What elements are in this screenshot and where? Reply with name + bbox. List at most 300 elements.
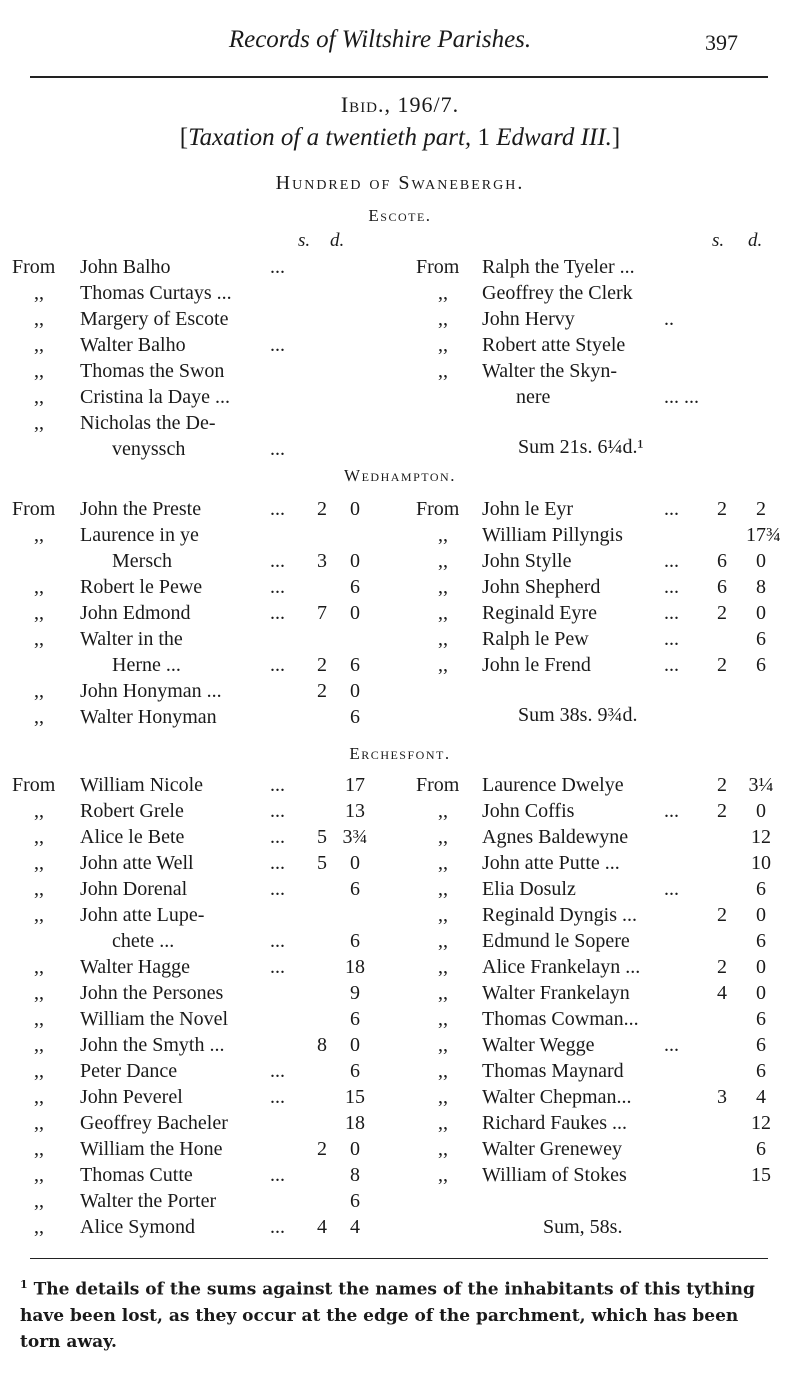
entry-name: Walter Wegge — [482, 1034, 595, 1056]
entry-shillings: 3 — [317, 550, 327, 572]
entry-pence: 15 — [751, 1164, 771, 1186]
entry-name: John Edmond — [80, 602, 191, 624]
entry-name: venyssch — [112, 438, 186, 460]
entry-row — [12, 600, 412, 626]
entry-row — [12, 306, 412, 332]
entry-row — [416, 1058, 796, 1084]
entry-row — [12, 928, 412, 954]
entry-pence: 6 — [756, 930, 766, 952]
entry-lead: ,, — [34, 1164, 44, 1186]
entry-name: Laurence in ye — [80, 524, 199, 546]
entry-pence: 4 — [756, 1086, 766, 1108]
entry-name: John le Frend — [482, 654, 591, 676]
entry-leader-dots: ... — [664, 602, 679, 624]
entry-pence: 2 — [756, 498, 766, 520]
entry-row — [416, 850, 796, 876]
entry-name: Alice le Bete — [80, 826, 185, 848]
entry-lead: ,, — [34, 1060, 44, 1082]
entry-leader-dots: ... — [664, 498, 679, 520]
entry-row — [416, 772, 796, 798]
entry-pence: 0 — [350, 852, 360, 874]
entry-name: Walter Chepman... — [482, 1086, 632, 1108]
entry-row — [416, 980, 796, 1006]
entry-pence: 3¼ — [748, 774, 774, 796]
entry-row — [416, 824, 796, 850]
taxation-heading — [0, 124, 800, 152]
taxation-description: Taxation of a twentieth part, — [188, 124, 472, 151]
entry-name: John atte Lupe- — [80, 904, 205, 926]
entry-lead: ,, — [438, 982, 448, 1004]
entry-pence: 0 — [350, 550, 360, 572]
entry-name: nere — [516, 386, 551, 408]
entry-leader-dots: ... — [270, 852, 285, 874]
entry-lead: ,, — [438, 360, 448, 382]
entry-row — [12, 574, 412, 600]
entry-pence: 6 — [756, 878, 766, 900]
entry-leader-dots: ... — [270, 1164, 285, 1186]
entry-lead: ,, — [438, 904, 448, 926]
entry-row — [416, 358, 796, 384]
entry-pence: 6 — [350, 930, 360, 952]
entry-name: William of Stokes — [482, 1164, 627, 1186]
entry-lead: ,, — [34, 680, 44, 702]
entry-name: Geoffrey Bacheler — [80, 1112, 228, 1134]
entry-lead: ,, — [34, 1034, 44, 1056]
entry-pence: 17 — [345, 774, 365, 796]
entry-lead: ,, — [438, 1086, 448, 1108]
entry-row — [416, 626, 796, 652]
entry-name: Thomas the Swon — [80, 360, 225, 382]
entry-row — [416, 954, 796, 980]
entry-row — [416, 1084, 796, 1110]
entry-name: Walter the Skyn- — [482, 360, 618, 382]
entry-name: William the Novel — [80, 1008, 229, 1030]
entry-pence: 0 — [350, 1034, 360, 1056]
entry-name: chete ... — [112, 930, 175, 952]
entry-name: Thomas Curtays ... — [80, 282, 232, 304]
entry-row — [12, 522, 412, 548]
entry-row — [12, 1188, 412, 1214]
entry-lead: ,, — [438, 956, 448, 978]
entry-leader-dots: ... — [270, 1086, 285, 1108]
entry-row — [416, 1162, 796, 1188]
entry-row — [416, 280, 796, 306]
entry-name: Walter Balho — [80, 334, 186, 356]
entry-pence: 18 — [345, 956, 365, 978]
bracket-close: ] — [611, 124, 621, 151]
entry-row — [12, 280, 412, 306]
entry-name: John Coffis — [482, 800, 575, 822]
entry-pence: 6 — [350, 878, 360, 900]
entry-lead: From — [12, 498, 56, 520]
entry-pence: 6 — [350, 654, 360, 676]
entry-row — [12, 824, 412, 850]
entry-leader-dots: ... — [270, 576, 285, 598]
entry-lead: ,, — [438, 524, 448, 546]
entry-shillings: 2 — [717, 774, 727, 796]
entry-row — [12, 1110, 412, 1136]
entry-row — [416, 306, 796, 332]
entry-lead: ,, — [438, 826, 448, 848]
entry-lead: ,, — [438, 1034, 448, 1056]
entry-name: William the Hone — [80, 1138, 223, 1160]
entry-lead: ,, — [34, 982, 44, 1004]
entry-row — [12, 496, 412, 522]
entry-lead: ,, — [438, 1164, 448, 1186]
entry-lead: ,, — [438, 930, 448, 952]
entry-pence: 0 — [350, 602, 360, 624]
entry-row — [12, 548, 412, 574]
entry-row — [12, 1006, 412, 1032]
ibid-reference: Ibid., 196/7. — [340, 92, 460, 117]
entry-name: Cristina la Daye ... — [80, 386, 230, 408]
page-number: 397 — [705, 30, 738, 55]
entry-name: Laurence Dwelye — [482, 774, 624, 796]
entry-row — [12, 652, 412, 678]
entry-shillings: 4 — [717, 982, 727, 1004]
entry-row — [12, 902, 412, 928]
entry-pence: 9 — [350, 982, 360, 1004]
entry-leader-dots: ... — [664, 1034, 679, 1056]
entry-leader-dots: ... — [270, 438, 285, 460]
entry-shillings: 2 — [717, 956, 727, 978]
entry-name: John the Smyth ... — [80, 1034, 225, 1056]
entry-pence: 0 — [756, 956, 766, 978]
entry-leader-dots: ... — [270, 826, 285, 848]
entry-leader-dots: ... — [270, 956, 285, 978]
entry-lead: ,, — [438, 878, 448, 900]
footnote-rule — [30, 1258, 768, 1259]
entry-leader-dots: ... — [270, 602, 285, 624]
entry-pence: 3¾ — [342, 826, 368, 848]
entry-lead: From — [12, 256, 56, 278]
entry-row — [12, 876, 412, 902]
entry-lead: ,, — [438, 800, 448, 822]
entry-row — [416, 522, 796, 548]
entry-name: Geoffrey the Clerk — [482, 282, 633, 304]
king-name: Edward III. — [496, 124, 612, 151]
entry-name: Elia Dosulz — [482, 878, 576, 900]
pence-label-left: d. — [330, 230, 345, 251]
entry-lead: ,, — [34, 524, 44, 546]
entry-lead: ,, — [34, 800, 44, 822]
entry-name: Mersch — [112, 550, 172, 572]
entry-row — [12, 332, 412, 358]
entry-lead: ,, — [34, 1138, 44, 1160]
entry-row — [12, 798, 412, 824]
entry-name: Robert le Pewe — [80, 576, 203, 598]
entry-name: William Pillyngis — [482, 524, 623, 546]
entry-lead: ,, — [34, 282, 44, 304]
entry-leader-dots: ... — [270, 878, 285, 900]
section-heading-erchesfont: Erchesfont. — [349, 744, 451, 763]
entry-row — [416, 1136, 796, 1162]
entry-leader-dots: ... — [270, 930, 285, 952]
entry-name: Walter in the — [80, 628, 183, 650]
entry-row — [12, 1136, 412, 1162]
shillings-label-right: s. — [712, 230, 725, 251]
entry-pence: 8 — [350, 1164, 360, 1186]
entry-lead: ,, — [34, 706, 44, 728]
entry-pence: 12 — [751, 826, 771, 848]
hundred-heading: Hundred of Swanebergh. — [275, 172, 525, 194]
entry-pence: 0 — [756, 550, 766, 572]
entry-lead: ,, — [34, 1216, 44, 1238]
entry-row — [416, 332, 796, 358]
entry-name: Ralph le Pew — [482, 628, 589, 650]
entry-pence: 6 — [350, 1190, 360, 1212]
entry-lead: ,, — [34, 360, 44, 382]
entry-shillings: 8 — [317, 1034, 327, 1056]
entry-row — [12, 772, 412, 798]
entry-row — [416, 902, 796, 928]
entry-name: Walter Hagge — [80, 956, 190, 978]
entry-shillings: 5 — [317, 852, 327, 874]
header-rule — [30, 76, 768, 78]
entry-lead: From — [12, 774, 56, 796]
entry-name: Margery of Escote — [80, 308, 229, 330]
entry-shillings: 6 — [717, 550, 727, 572]
entry-shillings: 2 — [317, 498, 327, 520]
sum-erchesfont: Sum, 58s. — [543, 1216, 623, 1238]
entry-pence: 15 — [345, 1086, 365, 1108]
entry-pence: 0 — [756, 800, 766, 822]
entry-name: Peter Dance — [80, 1060, 178, 1082]
sum-wedhampton: Sum 38s. 9¾d. — [518, 704, 638, 726]
entry-pence: 17¾ — [746, 524, 781, 546]
entry-pence: 0 — [350, 680, 360, 702]
entry-name: Edmund le Sopere — [482, 930, 630, 952]
entry-pence: 6 — [756, 654, 766, 676]
entry-lead: ,, — [34, 628, 44, 650]
entry-row — [416, 600, 796, 626]
entry-pence: 4 — [350, 1216, 360, 1238]
entry-pence: 6 — [350, 576, 360, 598]
entry-name: John Peverel — [80, 1086, 183, 1108]
entry-name: Herne ... — [112, 654, 181, 676]
entry-row — [416, 1110, 796, 1136]
entry-row — [416, 254, 796, 280]
entry-name: Robert Grele — [80, 800, 184, 822]
entry-lead: ,, — [34, 334, 44, 356]
entry-row — [416, 798, 796, 824]
entry-row — [416, 876, 796, 902]
entry-pence: 6 — [350, 706, 360, 728]
entry-row — [12, 678, 412, 704]
entry-row — [12, 980, 412, 1006]
footnote — [20, 1272, 770, 1355]
entry-lead: ,, — [438, 1008, 448, 1030]
entry-name: John atte Well — [80, 852, 194, 874]
entry-leader-dots: ... ... — [664, 386, 699, 408]
entry-name: John le Eyr — [482, 498, 574, 520]
entry-lead: ,, — [438, 628, 448, 650]
entry-lead: ,, — [438, 654, 448, 676]
entry-row — [12, 1032, 412, 1058]
entry-leader-dots: ... — [270, 1216, 285, 1238]
entry-leader-dots: ... — [270, 550, 285, 572]
entry-name: John the Preste — [80, 498, 202, 520]
entry-name: John Stylle — [482, 550, 572, 572]
entry-leader-dots: ... — [664, 628, 679, 650]
entry-leader-dots: ... — [270, 1060, 285, 1082]
entry-lead: ,, — [34, 412, 44, 434]
entry-pence: 8 — [756, 576, 766, 598]
entry-leader-dots: ... — [664, 550, 679, 572]
entry-lead: ,, — [438, 602, 448, 624]
entry-shillings: 3 — [717, 1086, 727, 1108]
entry-name: Agnes Baldewyne — [482, 826, 629, 848]
entry-name: John Balho — [80, 256, 171, 278]
entry-name: Walter Grenewey — [482, 1138, 622, 1160]
entry-leader-dots: .. — [664, 308, 674, 330]
entry-pence: 0 — [350, 498, 360, 520]
entry-shillings: 7 — [317, 602, 327, 624]
entry-row — [416, 1006, 796, 1032]
entry-row — [416, 928, 796, 954]
entry-name: Reginald Dyngis ... — [482, 904, 637, 926]
entry-name: Walter the Porter — [80, 1190, 217, 1212]
entry-name: Richard Faukes ... — [482, 1112, 627, 1134]
entry-leader-dots: ... — [270, 800, 285, 822]
entry-shillings: 2 — [717, 800, 727, 822]
entry-leader-dots: ... — [270, 774, 285, 796]
running-title: Records of Wiltshire Parishes. — [228, 26, 532, 53]
entry-lead: ,, — [438, 1138, 448, 1160]
entry-row — [416, 652, 796, 678]
entry-row — [12, 1084, 412, 1110]
entry-lead: ,, — [34, 576, 44, 598]
entry-row — [12, 704, 412, 730]
entry-row — [12, 436, 412, 462]
sum-escote: Sum 21s. 6¼d.¹ — [518, 436, 644, 458]
entry-name: Thomas Cutte — [80, 1164, 193, 1186]
entry-leader-dots: ... — [664, 800, 679, 822]
entry-leader-dots: ... — [270, 334, 285, 356]
entry-lead: From — [416, 256, 460, 278]
entry-lead: ,, — [34, 1190, 44, 1212]
entry-row — [12, 1162, 412, 1188]
entry-shillings: 2 — [717, 654, 727, 676]
entry-name: John Dorenal — [80, 878, 188, 900]
pence-label-right: d. — [748, 230, 763, 251]
section-heading-escote: Escote. — [368, 206, 432, 225]
entry-row — [416, 574, 796, 600]
entry-name: Reginald Eyre — [482, 602, 597, 624]
entry-name: John atte Putte ... — [482, 852, 620, 874]
entry-leader-dots: ... — [270, 256, 285, 278]
entry-pence: 6 — [350, 1008, 360, 1030]
footnote-text: The details of the sums against the names of the inhabitants of this tything have been lost, as they occur at the edge of the parchment, which has been torn away. — [20, 1279, 755, 1352]
entry-lead: ,, — [438, 576, 448, 598]
entry-lead: ,, — [34, 1086, 44, 1108]
entry-shillings: 2 — [717, 904, 727, 926]
entry-row — [416, 548, 796, 574]
entry-name: Robert atte Styele — [482, 334, 626, 356]
entry-pence: 6 — [756, 1034, 766, 1056]
regnal-year: 1 — [477, 124, 490, 151]
entry-lead: ,, — [34, 826, 44, 848]
entry-lead: From — [416, 774, 460, 796]
entry-shillings: 2 — [717, 602, 727, 624]
entry-row — [12, 626, 412, 652]
entry-lead: ,, — [438, 282, 448, 304]
entry-lead: ,, — [34, 308, 44, 330]
entry-pence: 13 — [345, 800, 365, 822]
entry-lead: ,, — [34, 1008, 44, 1030]
entry-name: Alice Symond — [80, 1216, 195, 1238]
entry-lead: ,, — [34, 1112, 44, 1134]
entry-row — [12, 384, 412, 410]
entry-lead: ,, — [34, 956, 44, 978]
entry-shillings: 4 — [317, 1216, 327, 1238]
entry-leader-dots: ... — [270, 498, 285, 520]
entry-pence: 10 — [751, 852, 771, 874]
entry-name: Alice Frankelayn ... — [482, 956, 641, 978]
entry-name: William Nicole — [80, 774, 204, 796]
entry-row — [12, 954, 412, 980]
entry-row — [416, 496, 796, 522]
entry-name: Thomas Cowman... — [482, 1008, 639, 1030]
entry-name: John the Persones — [80, 982, 224, 1004]
entry-pence: 6 — [756, 1060, 766, 1082]
entry-shillings: 6 — [717, 576, 727, 598]
section-heading-wedhampton: Wedhampton. — [344, 466, 456, 485]
entry-lead: ,, — [438, 334, 448, 356]
entry-lead: ,, — [34, 904, 44, 926]
entry-leader-dots: ... — [270, 654, 285, 676]
entry-shillings: 2 — [717, 498, 727, 520]
entry-lead: ,, — [34, 852, 44, 874]
shillings-label-left: s. — [298, 230, 311, 251]
entry-shillings: 2 — [317, 1138, 327, 1160]
entry-pence: 0 — [756, 982, 766, 1004]
entry-pence: 0 — [756, 602, 766, 624]
entry-row — [12, 1058, 412, 1084]
entry-row — [12, 254, 412, 280]
footnote-marker: 1 — [20, 1278, 28, 1291]
entry-row — [416, 384, 796, 410]
entry-lead: ,, — [34, 878, 44, 900]
entry-lead: ,, — [438, 308, 448, 330]
entry-shillings: 2 — [317, 680, 327, 702]
entry-lead: ,, — [438, 852, 448, 874]
entry-name: Ralph the Tyeler ... — [482, 256, 635, 278]
entry-pence: 6 — [756, 1008, 766, 1030]
entry-row — [12, 850, 412, 876]
entry-leader-dots: ... — [664, 576, 679, 598]
entry-lead: ,, — [438, 1112, 448, 1134]
entry-shillings: 5 — [317, 826, 327, 848]
entry-pence: 0 — [756, 904, 766, 926]
entry-leader-dots: ... — [664, 878, 679, 900]
entry-name: John Hervy — [482, 308, 575, 330]
entry-name: John Shepherd — [482, 576, 601, 598]
entry-pence: 6 — [350, 1060, 360, 1082]
entry-shillings: 2 — [317, 654, 327, 676]
entry-lead: ,, — [34, 602, 44, 624]
entry-name: John Honyman ... — [80, 680, 222, 702]
entry-lead: From — [416, 498, 460, 520]
entry-pence: 0 — [350, 1138, 360, 1160]
entry-row — [12, 410, 412, 436]
entry-name: Thomas Maynard — [482, 1060, 624, 1082]
bracket-open: [ — [179, 124, 189, 151]
entry-lead: ,, — [438, 550, 448, 572]
entry-name: Walter Honyman — [80, 706, 217, 728]
entry-row — [12, 358, 412, 384]
entry-pence: 12 — [751, 1112, 771, 1134]
